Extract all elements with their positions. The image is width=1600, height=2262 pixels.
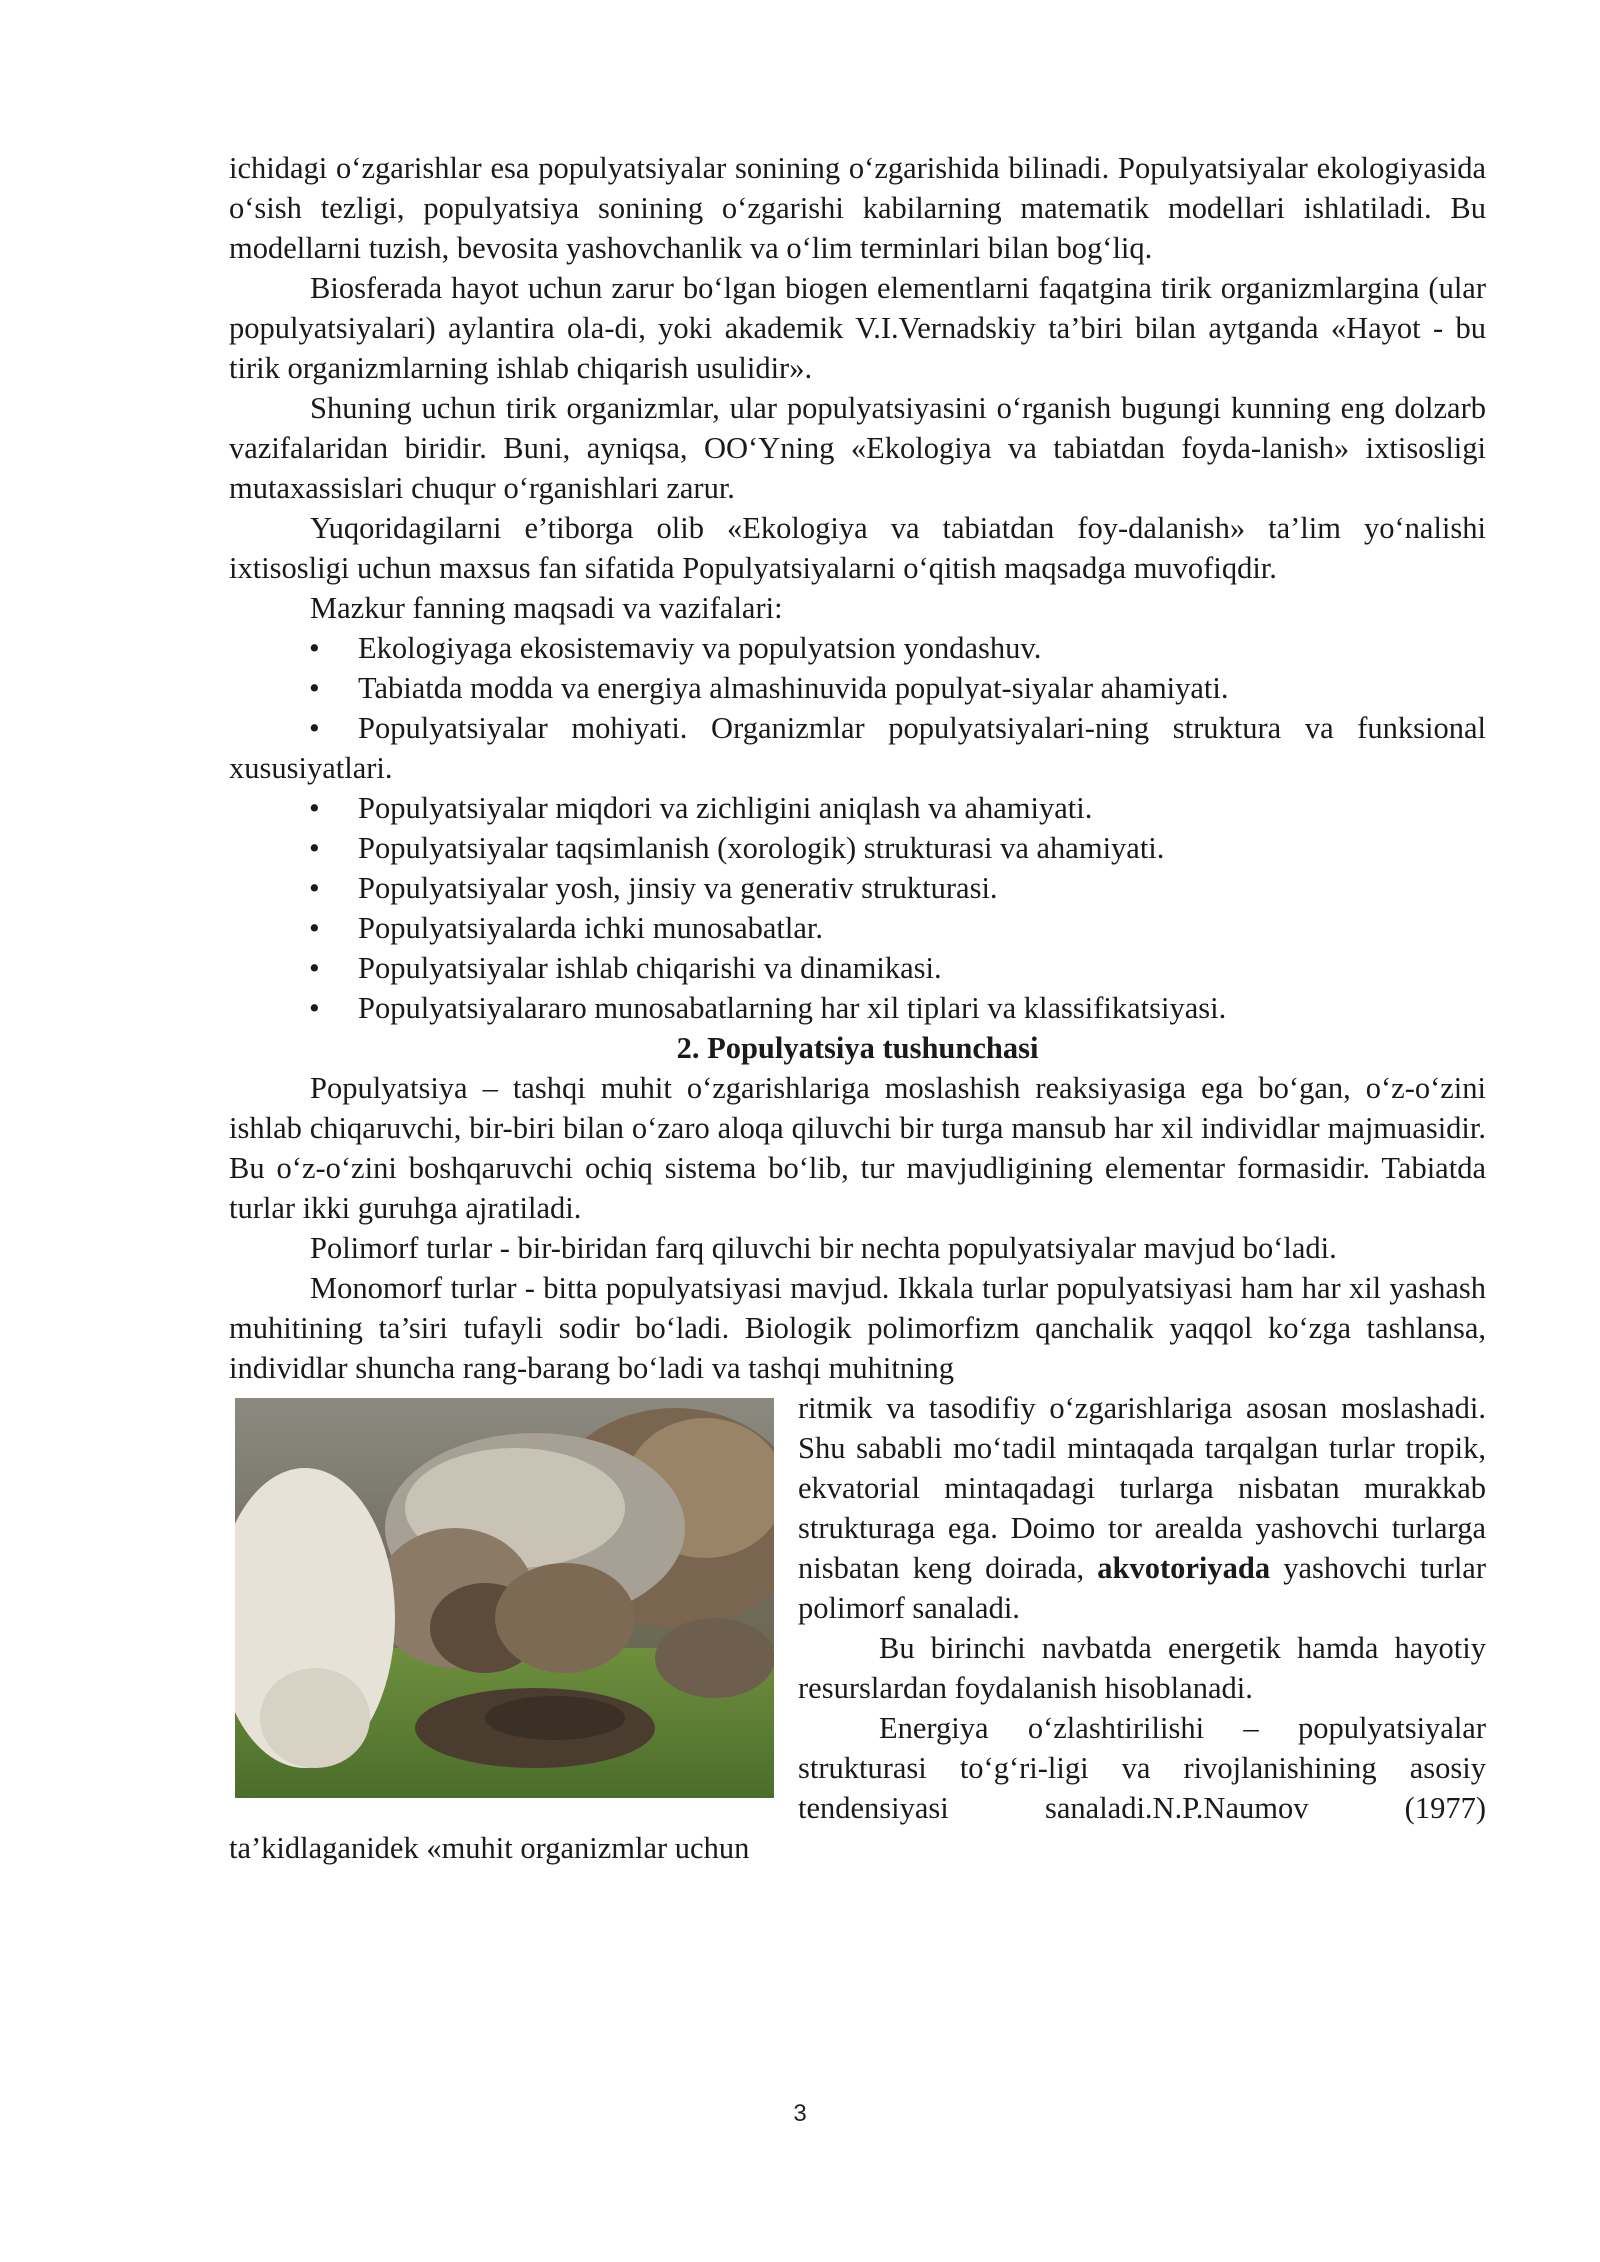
paragraph-3: Shuning uchun tirik organizmlar, ular populyatsiyasini o‘rganish bugungi kunning eng dolzarb vazifalaridan biridir. Buni, ayniqsa, OO‘Yning «Ekologiya va tabiatdan foyda-lanish» ixtisosligi mutaxassislari chuqur o‘rganishlari zarur. xyxy=(229,391,1486,505)
list-item: • Populyatsiyalar taqsimlanish (xorologik) strukturasi va ahamiyati. xyxy=(229,828,1486,868)
section-paragraph-6: Energiya o‘zlashtirilishi – populyatsiyalar strukturasi to‘g‘ri-ligi va rivojlanishining asosiy tendensiyasi sanaladi.N.P.Naumov (1977) ta’kidlaganidek «muhit organizmlar uchun xyxy=(229,1711,1486,1865)
bullet-icon: • xyxy=(309,671,320,705)
bullet-icon: • xyxy=(309,791,320,825)
section-paragraph-4: ritmik va tasodifiy o‘zgarishlariga asosan moslashadi. Shu sababli mo‘tadil mintaqada tarqalgan turlar tropik, ekvatorial mintaqadagi turlarga nisbatan murakkab strukturaga ega. Doimo tor arealda yashovchi turlarga nisbatan keng doirada, akvotoriyada yashovchi turlar polimorf sanaladi. xyxy=(798,1391,1486,1625)
section-paragraph-1: Populyatsiya – tashqi muhit o‘zgarishlariga moslashish reaksiyasiga ega bo‘gan, o‘z-o‘zini ishlab chiqaruvchi, bir-biri bilan o‘zaro aloqa qiluvchi bir turga mansub har xil individlar majmuasidir. Bu o‘z-o‘zini boshqaruvchi ochiq sistema bo‘lib, tur mavjudligining elementar formasidir. Tabiatda turlar ikki guruhga ajratiladi. xyxy=(229,1071,1486,1225)
paragraph-2: Biosferada hayot uchun zarur bo‘lgan biogen elementlarni faqatgina tirik organizmlargina (ular populyatsiyalari) aylantira ola-di, yoki akademik V.I.Vernadskiy ta’biri bilan aytganda «Hayot - bu tirik organizmlarning ishlab chiqarish usulidir». xyxy=(229,271,1486,385)
bullet-icon: • xyxy=(309,871,320,905)
document-page xyxy=(229,148,1486,1868)
list-item: • Populyatsiyalarda ichki munosabatlar. xyxy=(229,908,1486,948)
list-item: • Populyatsiyalar ishlab chiqarishi va dinamikasi. xyxy=(229,948,1486,988)
list-item: • Populyatsiyalar mohiyati. Organizmlar populyatsiyalari-ning struktura va funksional xususiyatlari. xyxy=(229,708,1486,788)
bullet-icon: • xyxy=(309,711,320,745)
bullet-icon: • xyxy=(309,991,320,1025)
section-heading: 2. Populyatsiya tushunchasi xyxy=(676,1031,1039,1065)
objectives-list xyxy=(229,628,1486,1028)
bullet-icon: • xyxy=(309,631,320,665)
section-paragraph-2: Polimorf turlar - bir-biridan farq qiluvchi bir nechta populyatsiyalar mavjud bo‘ladi. xyxy=(310,1231,1337,1265)
paragraph-5: Mazkur fanning maqsadi va vazifalari: xyxy=(310,591,783,625)
figure-with-text xyxy=(229,1388,1486,1868)
bullet-icon: • xyxy=(309,951,320,985)
section-paragraph-5: Bu birinchi navbatda energetik hamda hayotiy resurslardan foydalanish hisoblanadi. xyxy=(798,1631,1486,1705)
wolves-illustration xyxy=(235,1398,774,1798)
bold-term: akvotoriyada xyxy=(1097,1551,1271,1585)
list-item: • Populyatsiyalararo munosabatlarning har xil tiplari va klassifikatsiyasi. xyxy=(229,988,1486,1028)
bullet-icon: • xyxy=(309,911,320,945)
list-item: • Ekologiyaga ekosistemaviy va populyatsion yondashuv. xyxy=(229,628,1486,668)
wolves-photo xyxy=(235,1398,774,1798)
paragraph-1: ichidagi o‘zgarishlar esa populyatsiyalar sonining o‘zgarishida bilinadi. Populyatsiyalar ekologiyasida o‘sish tezligi, populyatsiya sonining o‘zgarishi kabilarning matematik modellari ishlatiladi. Bu modellarni tuzish, bevosita yashovchanlik va o‘lim terminlari bilan bog‘liq. xyxy=(229,151,1486,265)
list-item: • Populyatsiyalar miqdori va zichligini aniqlash va ahamiyati. xyxy=(229,788,1486,828)
bullet-icon: • xyxy=(309,831,320,865)
paragraph-4: Yuqoridagilarni e’tiborga olib «Ekologiya va tabiatdan foy-dalanish» ta’lim yo‘nalishi ixtisosligi uchun maxsus fan sifatida Populyatsiyalarni o‘qitish maqsadga muvofiqdir. xyxy=(229,511,1486,585)
page-number: 3 xyxy=(793,2100,807,2127)
section-paragraph-3: Monomorf turlar - bitta populyatsiyasi mavjud. Ikkala turlar populyatsiyasi ham har xil yashash muhitining ta’siri tufayli sodir bo‘ladi. Biologik polimorfizm qanchalik yaqqol ko‘zga tashlansa, individlar shuncha rang-barang bo‘ladi va tashqi muhitning xyxy=(229,1271,1486,1385)
list-item: • Tabiatda modda va energiya almashinuvida populyat-siyalar ahamiyati. xyxy=(229,668,1486,708)
list-item: • Populyatsiyalar yosh, jinsiy va generativ strukturasi. xyxy=(229,868,1486,908)
